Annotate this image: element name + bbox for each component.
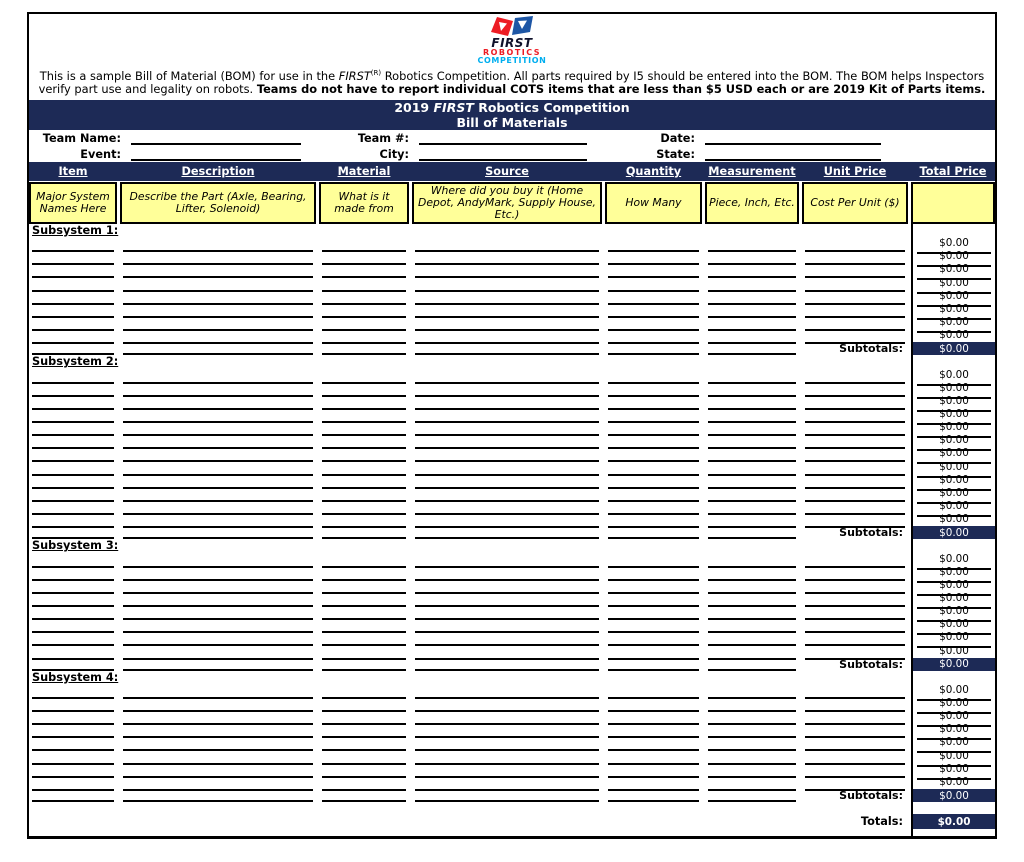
city-label: City:: [379, 148, 409, 161]
title-bar: [29, 100, 995, 130]
subtotals-label: Subtotals:: [839, 342, 903, 356]
part-row: [29, 237, 995, 250]
total-price-value: $0.00: [917, 697, 991, 714]
hint-source: Where did you buy it (Home Depot, AndyMark, Supply House, Etc.): [412, 182, 602, 224]
total-price-cell: [911, 526, 995, 539]
total-price-value: $0.00: [917, 736, 991, 753]
quantity-field[interactable]: [608, 342, 699, 355]
subtotals-label: Subtotals:: [839, 526, 903, 540]
spacer-row: [29, 802, 995, 814]
logo-competition-text: COMPETITION: [477, 56, 547, 65]
part-row: [29, 723, 995, 736]
material-field[interactable]: [322, 342, 406, 355]
total-price-value: $0.00: [917, 566, 991, 583]
total-price-value: $0.00: [917, 776, 991, 793]
part-row: [29, 763, 995, 776]
column-header-unit-price: Unit Price: [823, 165, 887, 178]
total-price-cell: [911, 814, 995, 829]
description-field[interactable]: [123, 658, 313, 671]
total-price-value: $0.00: [917, 710, 991, 727]
column-header-measurement: Measurement: [708, 165, 796, 178]
title-year: 2019: [394, 100, 434, 115]
column-header-description: Description: [181, 165, 255, 178]
subtotal-value: $0.00: [913, 658, 995, 671]
section-header-row: [29, 355, 995, 368]
title-rest: Robotics Competition: [473, 100, 630, 115]
part-row: [29, 290, 995, 303]
part-row: [29, 263, 995, 276]
part-row: [29, 605, 995, 618]
part-row: [29, 645, 995, 658]
total-price-cell: [911, 802, 995, 814]
total-price-value: $0.00: [917, 631, 991, 648]
table-header-row: [29, 162, 995, 181]
subsystem-label: Subsystem 2:: [32, 355, 119, 369]
section-header-row: [29, 671, 995, 684]
item-field[interactable]: [32, 342, 114, 355]
source-field[interactable]: [415, 658, 599, 671]
total-price-cell: [911, 789, 995, 802]
part-row: [29, 447, 995, 460]
total-price-value: $0.00: [917, 277, 991, 294]
total-price-value: $0.00: [917, 395, 991, 412]
part-row: [29, 329, 995, 342]
total-price-value: $0.00: [917, 434, 991, 451]
hint-total-price: [911, 182, 995, 224]
part-row: [29, 382, 995, 395]
total-price-value: $0.00: [917, 290, 991, 307]
part-row: [29, 592, 995, 605]
part-row: [29, 579, 995, 592]
column-header-material: Material: [337, 165, 391, 178]
total-price-value: $0.00: [917, 513, 991, 530]
total-price-value: $0.00: [917, 474, 991, 491]
bom-sheet: [27, 12, 997, 839]
subtotal-row: [29, 526, 995, 539]
intro-text-1: This is a sample Bill of Material (BOM) for use in the: [39, 68, 339, 83]
team-info: [29, 130, 995, 162]
subtotal-row: [29, 789, 995, 802]
part-row: [29, 487, 995, 500]
part-row: [29, 618, 995, 631]
part-row: [29, 474, 995, 487]
column-header-quantity: Quantity: [625, 165, 682, 178]
intro-registered-mark: (R): [370, 69, 382, 77]
first-logo: [29, 16, 995, 65]
part-row: [29, 369, 995, 382]
material-field[interactable]: [322, 526, 406, 539]
date-field[interactable]: [705, 130, 881, 145]
section-header-row: [29, 539, 995, 552]
total-price-value: $0.00: [917, 605, 991, 622]
total-price-value: $0.00: [917, 592, 991, 609]
total-price-value: $0.00: [917, 461, 991, 478]
part-row: [29, 697, 995, 710]
subsystem-label: Subsystem 3:: [32, 539, 119, 553]
part-row: [29, 684, 995, 697]
hint-measurement: Piece, Inch, Etc.: [705, 182, 799, 224]
total-price-value: $0.00: [917, 579, 991, 596]
total-price-value: $0.00: [917, 553, 991, 570]
part-row: [29, 421, 995, 434]
hint-row: [29, 181, 995, 224]
total-price-value: $0.00: [917, 250, 991, 267]
team-name-field[interactable]: [131, 130, 301, 145]
material-field[interactable]: [322, 658, 406, 671]
section-header-row: [29, 224, 995, 237]
subtotals-label: Subtotals:: [839, 657, 903, 671]
state-label: State:: [656, 148, 695, 161]
total-price-cell: [911, 829, 995, 839]
total-price-value: $0.00: [917, 645, 991, 662]
intro-paragraph: [37, 67, 987, 97]
part-row: [29, 513, 995, 526]
part-row: [29, 776, 995, 789]
date-label: Date:: [660, 132, 695, 145]
description-field[interactable]: [123, 789, 313, 802]
logo-robotics-text: ROBOTICS: [482, 48, 542, 57]
description-field[interactable]: [123, 342, 313, 355]
part-row: [29, 303, 995, 316]
total-price-cell: [911, 355, 995, 368]
title-line-2: Bill of Materials: [456, 115, 568, 130]
total-price-value: $0.00: [917, 237, 991, 254]
quantity-field[interactable]: [608, 789, 699, 802]
source-field[interactable]: [415, 789, 599, 802]
column-header-total-price: Total Price: [919, 165, 987, 178]
hint-description: Describe the Part (Axle, Bearing, Lifter, Solenoid): [120, 182, 316, 224]
subsystem-label: Subsystem 4:: [32, 670, 119, 684]
total-price-cell: [911, 539, 995, 552]
part-row: [29, 316, 995, 329]
item-field[interactable]: [32, 789, 114, 802]
hint-material: What is it made from: [319, 182, 409, 224]
subtotal-row: [29, 342, 995, 355]
total-price-value: $0.00: [917, 684, 991, 701]
hint-quantity: How Many: [605, 182, 702, 224]
hint-item: Major System Names Here: [29, 182, 117, 224]
title-brand: FIRST: [433, 100, 474, 115]
logo-first-text: FIRST: [491, 36, 533, 50]
total-price-value: $0.00: [917, 750, 991, 767]
column-header-item: Item: [58, 165, 88, 178]
part-row: [29, 750, 995, 763]
bottom-spacer-row: [29, 829, 995, 839]
source-field[interactable]: [415, 342, 599, 355]
part-row: [29, 736, 995, 749]
material-field[interactable]: [322, 789, 406, 802]
part-row: [29, 631, 995, 644]
event-field[interactable]: [131, 146, 301, 161]
total-price-value: $0.00: [917, 369, 991, 386]
subtotal-value: $0.00: [913, 789, 995, 802]
intro-bold-text: Teams do not have to report individual COTS items that are less than $5 USD each or are 2019 Kit of Parts items.: [256, 82, 986, 97]
total-price-value: $0.00: [917, 723, 991, 740]
item-field[interactable]: [32, 658, 114, 671]
part-row: [29, 408, 995, 421]
team-number-field[interactable]: [419, 130, 587, 145]
subtotal-row: [29, 658, 995, 671]
measurement-field[interactable]: [708, 342, 796, 355]
subtotals-label: Subtotals:: [839, 789, 903, 803]
total-price-cell: [911, 658, 995, 671]
part-row: [29, 500, 995, 513]
team-name-label: Team Name:: [42, 132, 121, 145]
header-area: [29, 14, 995, 100]
first-gears-icon: [490, 16, 534, 38]
total-price-cell: [911, 342, 995, 355]
hint-unit-price: Cost Per Unit ($): [802, 182, 908, 224]
part-row: [29, 461, 995, 474]
title-line-1: [29, 100, 995, 115]
state-field[interactable]: [705, 146, 881, 161]
intro-brand: FIRST: [338, 68, 371, 83]
table-body: [29, 224, 995, 839]
part-row: [29, 553, 995, 566]
part-row: [29, 277, 995, 290]
quantity-field[interactable]: [608, 526, 699, 539]
part-row: [29, 250, 995, 263]
measurement-field[interactable]: [708, 658, 796, 671]
total-price-value: $0.00: [917, 329, 991, 346]
total-price-value: $0.00: [917, 316, 991, 333]
total-price-value: $0.00: [917, 487, 991, 504]
item-field[interactable]: [32, 526, 114, 539]
subtotal-value: $0.00: [913, 342, 995, 355]
total-price-value: $0.00: [917, 382, 991, 399]
description-field[interactable]: [123, 526, 313, 539]
total-price-value: $0.00: [917, 408, 991, 425]
part-row: [29, 395, 995, 408]
total-price-cell: [911, 224, 995, 237]
event-label: Event:: [80, 148, 121, 161]
total-price-value: $0.00: [917, 421, 991, 438]
team-number-label: Team #:: [357, 132, 409, 145]
total-price-value: $0.00: [917, 763, 991, 780]
subsystem-label: Subsystem 1:: [32, 224, 119, 237]
total-price-value: $0.00: [917, 500, 991, 517]
total-price-cell: [911, 671, 995, 684]
quantity-field[interactable]: [608, 658, 699, 671]
total-price-value: $0.00: [917, 618, 991, 635]
total-price-value: $0.00: [917, 447, 991, 464]
part-row: [29, 710, 995, 723]
city-field[interactable]: [419, 146, 587, 161]
measurement-field[interactable]: [708, 789, 796, 802]
totals-row: [29, 814, 995, 829]
subtotal-value: $0.00: [913, 526, 995, 539]
source-field[interactable]: [415, 526, 599, 539]
total-price-value: $0.00: [917, 303, 991, 320]
part-row: [29, 434, 995, 447]
intro-text-2: Robotics Competition. All parts required by I5 should be entered into the BOM. The BOM helps Inspectors verify part use and legality on robots.: [38, 68, 985, 97]
totals-label: Totals:: [860, 815, 903, 829]
column-header-source: Source: [485, 165, 529, 178]
measurement-field[interactable]: [708, 526, 796, 539]
total-price-value: $0.00: [917, 263, 991, 280]
totals-value: $0.00: [913, 814, 995, 829]
part-row: [29, 566, 995, 579]
